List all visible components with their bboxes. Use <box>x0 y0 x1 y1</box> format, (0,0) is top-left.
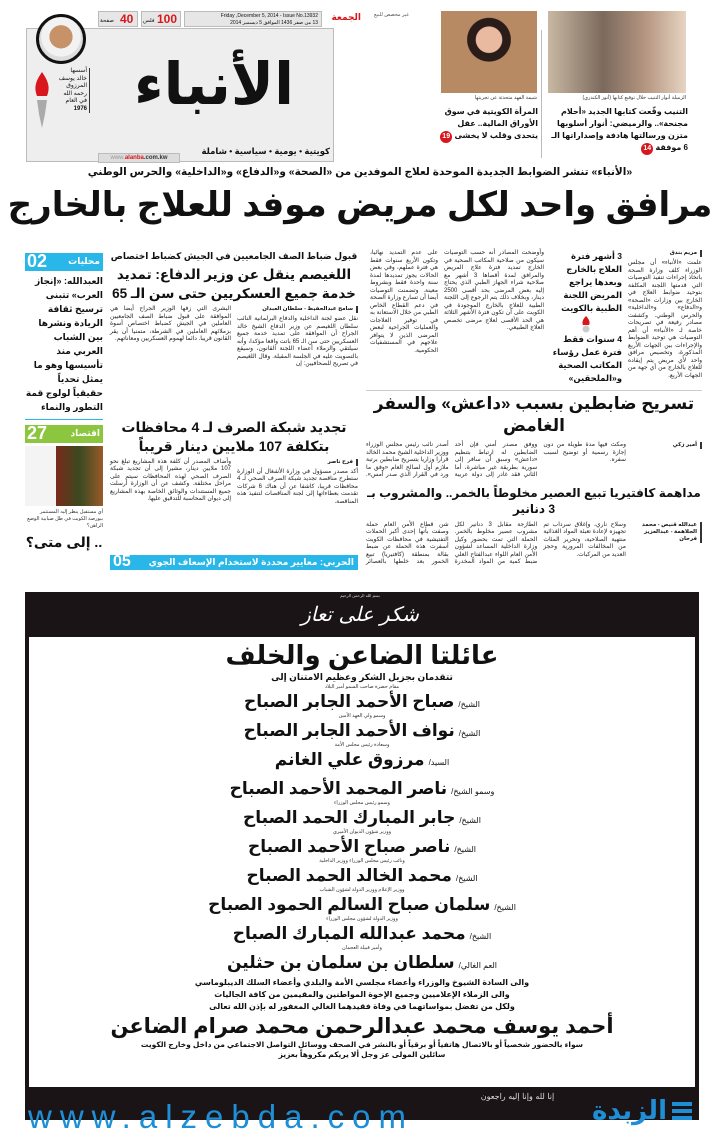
lead-point: 3 أشهر فترة العلاج بالخارج وبعدها يراجع المريض اللجنة الطبية بالكويت <box>561 251 622 313</box>
economy-photo <box>25 446 103 506</box>
footer-line: سائلين المولى عز وجل ألا يريكم مكروهاً بعزيز <box>278 1050 446 1059</box>
section-label: اقتصاد <box>70 428 100 438</box>
lead-points <box>550 250 622 385</box>
page-badge: 14 <box>641 143 653 155</box>
banner-air-ambulance[interactable] <box>110 555 358 570</box>
army-article <box>110 250 358 369</box>
founder-portrait <box>36 14 86 64</box>
founder-line: 1976 <box>73 105 87 112</box>
officers-headline[interactable]: تسريح ضابطين بسبب «داعش» والسفر الغامض <box>366 390 702 437</box>
entry-role: وسعادة رئيس مجلس الأمة <box>334 742 390 748</box>
byline: فرح ناصر <box>237 459 358 466</box>
article-body: على عدم التمديد نهائيا، وتكون الأربع سنوات فقط هي فترة عملهم، وفي بعض الحالات يجوز تمديدها لمدة سنة واحدة فقط وبشروط معينة. وتضمنت التوصيات أيضا أن تسارع وزارة الصحة في دعم القطاع الخاص الطبي من خلال الاستعانة به في توفير العلاجات والعمليات الجراحية لبعض المرضى الذين لا يتوافر علاجهم في المستشفيات الحكومية. <box>370 250 438 354</box>
teaser-headline[interactable]: المرأة الكويتية في سوق الأوراق المالية.. عقل يتحدى وقلب لا يخشى 19 <box>436 106 538 143</box>
article-body: نقل عضو لجنة الداخلية والدفاع البرلمانية النائب سلطان اللغيصم عن وزير الدفاع الشيخ خالد الجراح أن الموافقة على تمديد خدمة جميع العسكريين حتى سن الـ 65 باتت واقعا مؤكدا، وأنه سيلتقي والزملاء أعضاء اللجنة القانون، وسيقع بالتصويت عليه في الجلسة المقبلة. وقال اللغيصم في تصريح للصحافيين: إن <box>237 316 358 367</box>
page-number: 05 <box>113 553 131 570</box>
entry-fullname: مرزوق علي الغانم <box>274 750 425 769</box>
entry-role: وأمير قبيلة العجمان <box>342 945 382 951</box>
water-article <box>110 418 358 507</box>
officers-byline-col <box>632 442 702 452</box>
date-arabic: 13 من صفر 1436 الموافق 5 ديسمبر 2014 <box>230 20 318 26</box>
pages-box <box>98 11 138 27</box>
article-body: شن قطاع الأمن العام حملة وصفت بأنها إحدى أكبر الحملات التفتيشية في محافظات الكويت أسفرت هذه الحملة عن ضبط بقالة بمنطقة (كافتيريا) تبيع الخمور بعد خلطها بالعصائر الطازجة مقابل 3 دنانير لكل مشروب عصير مخلوط بالخمر. الحملة التي تمت بحضور وكيل وزارة الداخلية المساعد لشؤون الأمن العام اللواء عبدالفتاح العلي ضبط كمية من المواد المخدرة وسلاح ناري، وإغلاق سرداب تم تجهيزه لإعادة تعبئة المواد الغذائية منتهية الصلاحية، وتحرير المئات من المخالفات المرورية وحجز العديد من المركبات. <box>366 521 626 565</box>
divider <box>25 419 103 420</box>
price-unit: فلس <box>143 18 155 24</box>
entry-role: مقام حضرة صاحب السمو أمير البلاد <box>324 684 400 690</box>
teaser-headline[interactable]: التنيب وقّعت كتابها الجديد «أحلام مجنحة».. والرميضي: أنوار أسلوبها متزن ورسالتها هادفة وإصداراتها الـ 6 موفقة 14 <box>546 106 688 155</box>
article-body: علمت «الأنباء» أن مجلس الوزراء كلف وزارة الصحة باتخاذ إجراءات تنفيذ التوصيات التي قدمتها اللجنة المكلفة بتوحيد ضوابط العلاج في الخارج بين وزارات «الصحة» و«الدفاع» و«الداخلية» والحرس الوطني. وكشفت مصادر رفيعة في تصريحات خاصة لـ «الأنباء» أن أهم التوصيات هي توحيد الضوابط والإجراءات بين الجهات الأربع المذكورة، وتخصيص مرافق واحد لأي مريض يتم إيفاده للعلاج بالخارج من أي جهة من الجهات الأربع. <box>628 260 702 379</box>
watermark-logo-icon <box>672 1102 692 1122</box>
ad-intro: تتقدمان بجزيل الشكر وعظيم الامتنان إلى <box>271 672 453 682</box>
deceased-name: أحمد يوسف محمد عبدالرحمن محمد صرام الضاعن <box>110 1015 614 1038</box>
right-region <box>366 250 702 567</box>
entry-name <box>29 749 695 771</box>
sidebar-headline[interactable]: العبدالله: «إنجاز العرب» تتبنى ترسيخ ثقافة الريادة ونشرها بين الشباب العربي منذ تأسيسها وهو ما يمثل تحدياً حقيقياً لولوج قمة التطور والنماء <box>25 276 103 412</box>
page-number: 02 <box>27 251 48 271</box>
entry-role: ونائب رئيس مجلس الوزراء ووزير الداخلية <box>319 858 405 864</box>
entry-prefix: الشيخ/ <box>455 874 478 883</box>
cafeteria-body <box>366 522 626 567</box>
photo-caption: أي مستقبل ينظر إليه المستثمر ببورصة الكويت في ظل ضبابية الوضع الراهن؟ <box>27 509 103 529</box>
byline: سامح عبدالحفيظ - سلطان العبدان <box>237 306 358 313</box>
army-column-1 <box>237 306 358 369</box>
closing-line: ولكل من تفضل بمواساتهما في وفاة فقيدهما الغالي المغفور له بإذن الله تعالى <box>209 1002 515 1011</box>
lead-column-2 <box>444 250 544 333</box>
entry-prefix: العم الغالي/ <box>458 961 498 970</box>
page-count: 40 <box>120 12 134 26</box>
officers-body <box>366 442 626 480</box>
cafeteria-byline-col <box>632 522 702 546</box>
watermark-logo: الزبدة <box>592 1096 667 1126</box>
entry-name <box>29 865 695 887</box>
founder-note <box>56 68 90 113</box>
lead-headline[interactable]: مرافق واحد لكل مريض موفد للعلاج بالخارج <box>7 186 713 224</box>
entry-prefix: الشيخ/ <box>459 816 481 825</box>
army-kicker: قبول ضباط الصف الجامعيين في الجيش كضباط اختصاص <box>110 251 358 261</box>
entry-name <box>29 952 695 974</box>
byline: مريم بندق <box>628 250 702 257</box>
sidebar-headline[interactable]: .. إلى متى؟ <box>25 534 103 550</box>
ad-entries <box>29 684 695 974</box>
entry-name <box>29 720 695 742</box>
date-box <box>184 11 322 27</box>
entry-role: ووزير الدولة لشؤون مجلس الوزراء <box>326 916 398 922</box>
divider <box>541 30 542 158</box>
water-column-1 <box>237 459 358 507</box>
officers-columns <box>366 442 702 480</box>
page-number: 27 <box>27 423 48 443</box>
ad-title: عائلتا الضاعن والخلف <box>225 640 499 670</box>
entry-role <box>29 771 695 778</box>
closing-line: والى السادة الشيوخ والوزراء وأعضاء مجلسي الأمة والبلدي وأعضاء السلك الديبلوماسي <box>194 978 530 987</box>
entry-name <box>29 836 695 858</box>
entry-role: ووزير الإعلام ووزير الدولة لشؤون الشباب <box>319 887 405 893</box>
page-unit: صفحة <box>100 18 114 24</box>
water-headline[interactable]: تجديد شبكة الصرف لـ 4 محافظات بتكلفة 107 ملايين دينار قريباً <box>121 418 347 454</box>
entry-name <box>29 807 695 829</box>
tagline: كويتية • يومية • سياسية • شاملة <box>201 146 330 156</box>
lead-column-3 <box>370 250 438 355</box>
entry-fullname: سلطان بن سلمان بن حثلين <box>226 953 455 972</box>
teaser-photo-book-signing[interactable] <box>548 11 686 93</box>
entry-fullname: صباح الأحمد الجابر الصباح <box>243 692 455 711</box>
army-headline[interactable]: اللغيصم ينقل عن وزير الدفاع: تمديد خدمة جميع العسكريين حتى سن الـ 65 <box>112 267 356 301</box>
section-label: محليات <box>68 256 100 266</box>
section-tab-local[interactable] <box>25 253 103 271</box>
banner-text: الحربي: معايير محددة لاستخدام الإسعاف الجوي <box>148 557 354 567</box>
entry-prefix: الشيخ/ <box>454 845 477 854</box>
lead-column-1 <box>628 250 702 380</box>
entry-name <box>29 894 695 916</box>
water-columns <box>110 459 358 507</box>
watermark-url: www.alzebda.com <box>28 1098 414 1135</box>
entry-fullname: نواف الأحمد الجابر الصباح <box>243 721 455 740</box>
entry-prefix: الشيخ/ <box>458 729 481 738</box>
article-body: وأوضحت المصادر أنه حسب التوصيات سيكون من صلاحية المكاتب الصحية في الخارج تمديد فترة علاج المريض والمرافق لمدة أقصاها 3 أشهر مع صلاحية شراء الجهاز الطبي الذي يحتاج إليه بعض المرضى بحد أقصى 2500 دينار، وبخلاف ذلك يتم الرجوع إلى اللجنة الطبية للعلاج بالخارج الموجودة في الكويت على أن تكون فترة الأشهر الثلاثة هي الحد الأقصى لعلاج مرضى تخصص العلاج الطبيعي. <box>444 250 544 331</box>
entry-prefix: الشيخ/ <box>494 903 516 912</box>
calligraphy-footer: إنا لله وإنا إليه راجعون <box>480 1092 555 1101</box>
newspaper-logo: الأنباء <box>134 50 294 118</box>
middle-region <box>110 250 358 570</box>
ad-closing-lines <box>195 977 529 1013</box>
entry-role: وسمو رئيس مجلس الوزراء <box>334 800 390 806</box>
basmala: بسم الله الرحمن الرحيم <box>340 593 380 598</box>
article-body: أكد مصدر مسؤول في وزارة الأشغال أن الوزارة ستطرح مناقصة تجديد شبكة الصرف الصحي لـ 4 محافظات قريبا، كاشفا عن أن هناك 6 شركات تقدمت بعطاءاتها إلى لجنة المناقصات لتنفيذ هذه المناقصة. <box>237 468 358 505</box>
lead-columns <box>366 250 702 385</box>
water-column-2 <box>110 459 231 504</box>
price: 100 <box>157 12 178 26</box>
entry-fullname: ناصر صباح الأحمد الصباح <box>247 837 451 856</box>
lead-kicker: «الأنباء» تنشر الضوابط الجديدة الموحدة لعلاج الموفدين من «الصحة» و«الدفاع» و«الداخلية» والحرس الوطني <box>87 166 633 178</box>
ad-footer <box>141 1040 583 1060</box>
entry-name <box>29 923 695 945</box>
byline: عبدالله قنيص - محمد الجلاهمة - عبدالعزيز فرحان <box>632 522 702 543</box>
founder-line: خالد يوسف <box>58 75 87 82</box>
cafeteria-headline[interactable]: مداهمة كافتيريا تبيع العصير مخلوطاً بالخمر.. والمشروب بـ 3 دنانير <box>367 485 701 516</box>
teaser-caption: شيمة الفهد متحدثة عن تجربتها <box>474 95 537 101</box>
founder-line: المرزوق <box>66 83 87 89</box>
founder-line: أسسها <box>70 68 87 74</box>
closing-line: والى الزملاء الإعلاميين وجميع الإخوة المواطنين والمقيمين من كافة الجاليات <box>214 990 510 999</box>
article-body: وأضاف المصدر أن كلفة هذه المشاريع تبلغ نحو 107 ملايين دينار، مشيرا إلى أن تجديد شبكة الصرف الصحي لهذه المحافظات سيتم على مراحل مختلفة. وكشف عن أن الوزارة أرسلت جميع المستندات والوثائق الخاصة بهذه المشاريع إلى ديوان المحاسبة للتدقيق عليها. <box>110 458 231 502</box>
entry-fullname: سلمان صباح السالم الحمود الصباح <box>208 895 491 914</box>
entry-name <box>29 691 695 713</box>
not-for-sale-label: غير مخصص للبيع <box>374 12 409 18</box>
entry-name <box>29 778 695 800</box>
entry-fullname: ناصر المحمد الأحمد الصباح <box>229 779 448 798</box>
logo-mark-icon <box>550 315 622 333</box>
footer-line: سواء بالحضور شخصياً أو بالاتصال هاتفياً أو برقياً أو بالنشر في الصحف ووسائل التواصل الاجتماعي من داخل وخارج الكويت <box>140 1040 584 1049</box>
flame-pen-icon <box>31 70 53 130</box>
page-badge: 19 <box>440 131 452 143</box>
entry-role: ووزير شؤون الديوان الأميري <box>332 829 392 835</box>
entry-prefix: وسمو الشيخ/ <box>451 787 495 796</box>
weekday: الجمعة <box>331 12 361 22</box>
byline: أمير زكي <box>632 442 702 449</box>
ad-body <box>29 637 695 1087</box>
founder-line: رحمه الله <box>63 90 87 97</box>
founder-line: في العام <box>65 98 87 104</box>
article-body: أصدر نائب رئيس مجلس الوزراء ووزير الداخلية الشيخ محمد الخالد قرارا وزاريا بتسريح ضابطين برتبة ملازم أول لصالح العام «وفق ما ورد في القرار الذي صدر أمس». ووفق مصدر أمني فإن أحد الضابطين له ارتباط بتنظيم «داعش» وسبق أن سافر إلى سورية بطريقة غير مباشرة، أما الثاني فقد غادر إلى دولة عربية ومكث فيها مدة طويلة من دون إجازة رسمية أو توضيح لسبب سفره. <box>366 442 626 478</box>
lead-point: 4 سنوات فقط فترة عمل رؤساء المكاتب الصحية و«الملحقين» <box>552 334 622 383</box>
entry-fullname: محمد عبدالله المبارك الصباح <box>232 924 466 943</box>
article-body: البشرى التي زفها الوزير الجراح أيضا هي الموافقة على قبول ضباط الصف الجامعيين العاملين في الجيش كضباط اختصاص أسوة بزملائهم العاملين في الشرطة، متمنيا أن يقر القانون قريبا. دائما لهموم العسكريين ومعاناتهم. <box>110 306 231 342</box>
entry-prefix: الشيخ/ <box>458 700 481 709</box>
entry-fullname: محمد الخالد الحمد الصباح <box>246 866 452 885</box>
sidebar <box>25 253 103 551</box>
website-link[interactable]: www.alanba.com.kw <box>98 153 180 163</box>
section-tab-economy[interactable] <box>25 425 103 443</box>
entry-fullname: جابر المبارك الحمد الصباح <box>243 808 456 827</box>
entry-prefix: السيد/ <box>428 758 450 767</box>
cafeteria-columns <box>366 522 702 567</box>
army-columns <box>110 306 358 369</box>
calligraphy-title: شكر على تعاز <box>301 602 419 626</box>
date-english: Friday ,December 5, 2014 - Issue No.13932 <box>220 13 318 19</box>
entry-prefix: الشيخ/ <box>469 932 492 941</box>
entry-role: وسمو ولي العهد الأمين <box>338 713 386 719</box>
teaser-caption: الزميلة أنوار التنيب خلال توقيع كتابها (أنور الكندري) <box>582 95 686 101</box>
price-box <box>141 11 181 27</box>
army-column-2 <box>110 306 231 344</box>
teaser-photo-woman[interactable] <box>441 11 537 93</box>
